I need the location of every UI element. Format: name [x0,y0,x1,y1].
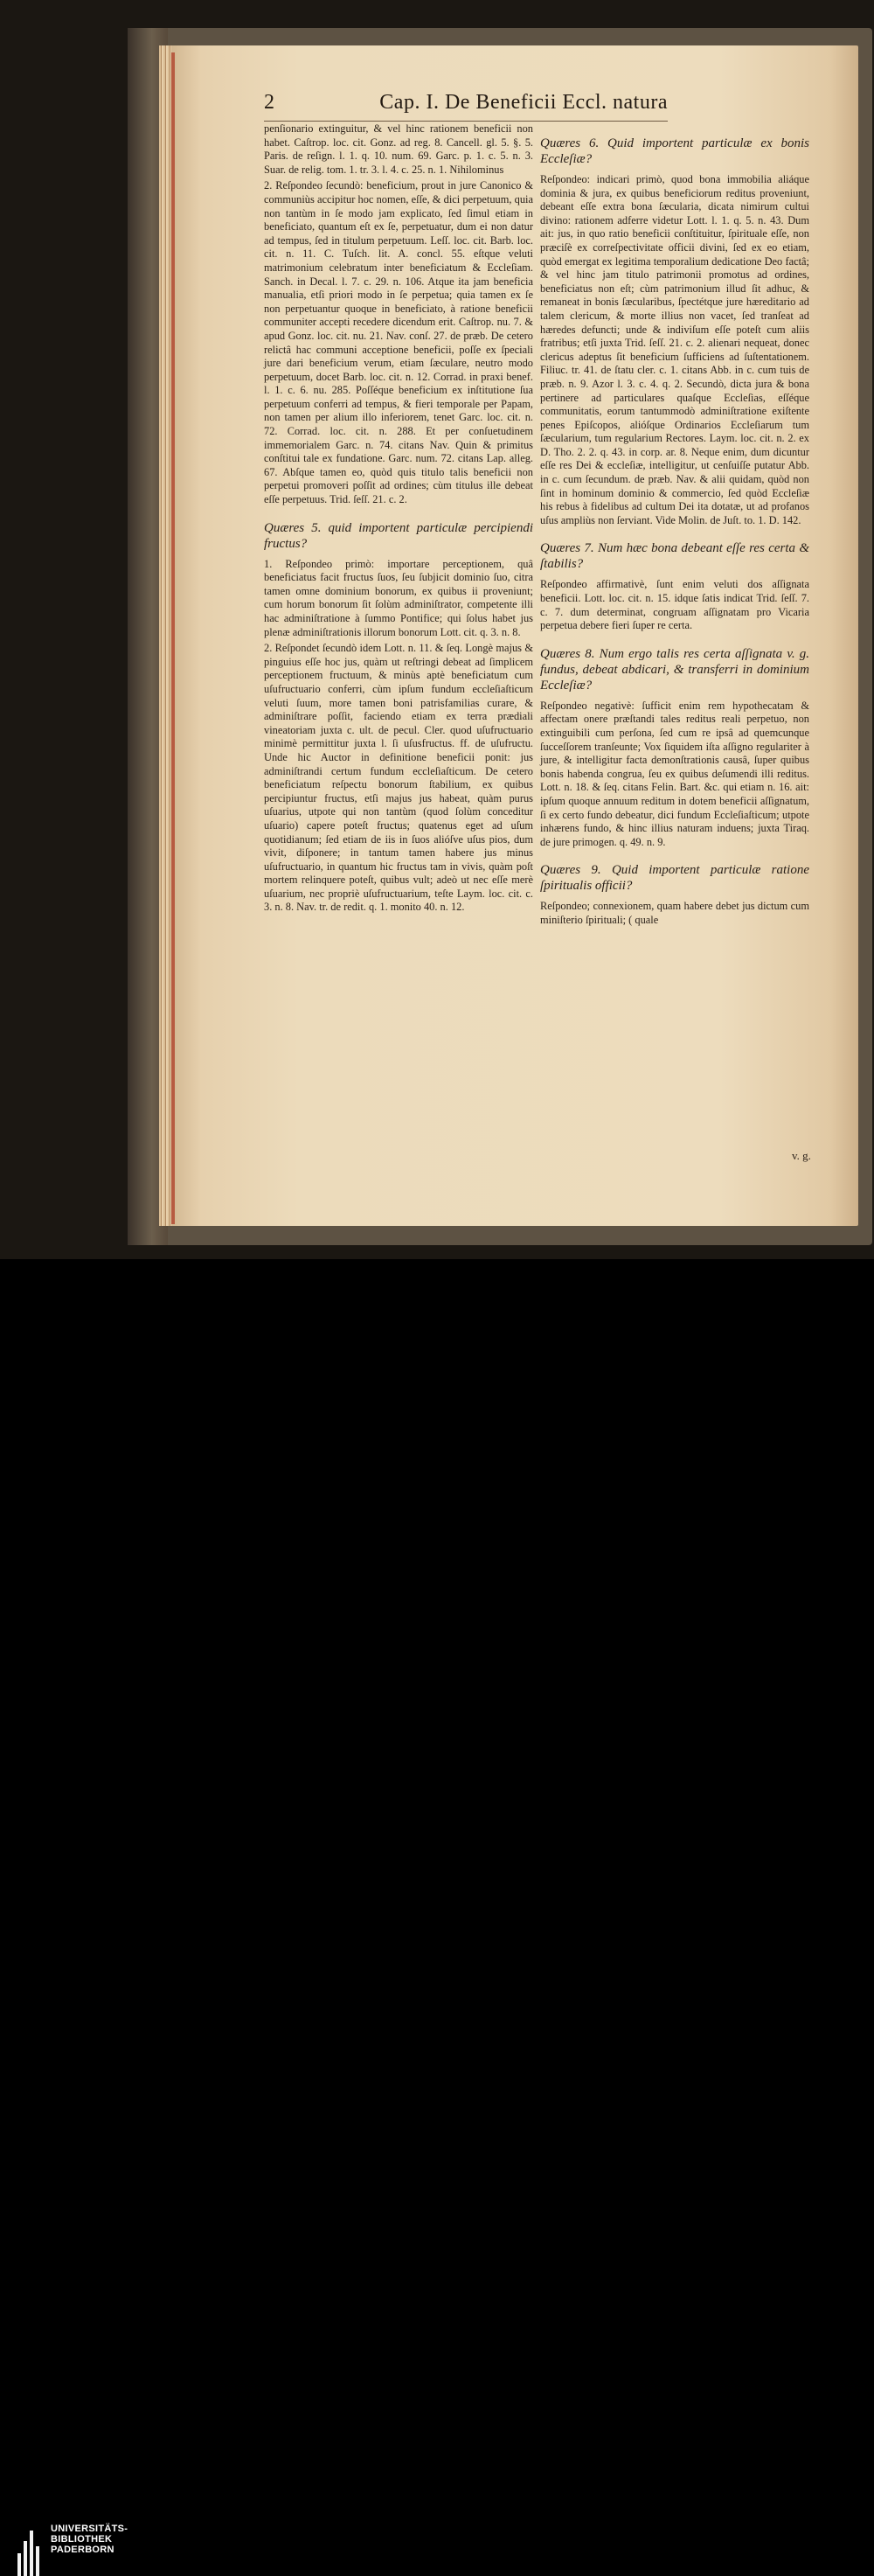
body-paragraph: 1. Reſpondeo primò: importare perceptionem, quâ beneficiatus facit fructus ſuos, ſeu ſubjicit dominio ſuo, citra tamen omne dominium bonorum, ex quibus ii proveniunt; cum horum bonorum ſit ſolùm adminiſtrator, competente illi hac adminiſtratione à ſummo Pontifice; qui ſolus habet jus plenæ adminiſtrationis illorum bonorum Lott. cit. q. 3. n. 8. [264,557,533,638]
library-name-line: PADERBORN [51,2545,114,2555]
page-edges [159,45,171,1226]
query-heading: Quæres 6. Quid importent particulæ ex bonis Eccleſiæ? [540,136,809,166]
body-paragraph: Reſpondeo negativè: ſufficit enim rem hypothecatam & affectam onere præſtandi tales reditus reali perpetuo, non extinguibili cum perſona, ſed cum re ipsâ ad quemcunque ſucceſſorem tranſeunte; Vox ſiquidem iſta aſſigno regulariter à jure, & intelligitur facta demonſtrationis causâ, ſuper quibus bonis habenda congrua, ſeu ex quibus deſumendi illi reditus. Lott. n. 18. & ſeq. citans Felin. Bart. &c. qui etiam n. 16. ait: ipſum quoque annuum reditum in dotem beneficii aſſignatum, ſi ex certo fundo debeatur, dici fundum Eccleſiaſticum; utpote inhærens fundo, & hinc illius naturam induens; juxta Tiraq. de jure primogen. q. 49. n. 9. [540,699,809,848]
body-paragraph: Reſpondeo affirmativè, ſunt enim veluti dos aſſignata beneficii. Lott. loc. cit. n. 15. idque ſatis indicat Trid. ſeſſ. 7. c. 7. dum determinat, congruam aſſignatam pro Vicaria perpetua debere fieri ſuper re certa. [540,578,809,632]
footer-bar [0,1259,874,2555]
body-paragraph: Reſpondeo; connexionem, quam habere debet jus dictum cum miniſterio ſpirituali; ( quale [540,900,809,926]
query-heading: Quæres 8. Num ergo talis res certa aſſignata v. g. fundus, debeat abdicari, & transferri in dominium Eccleſiæ? [540,646,809,693]
header-rule [264,121,668,122]
page-header [264,91,668,121]
query-heading: Quæres 9. Quid importent particulæ ratione ſpiritualis officii? [540,863,809,894]
library-logo-icon [17,2529,44,2576]
catchword: v. g. [792,1149,811,1162]
library-name-line: UNIVERSITÄTS- [51,2524,128,2534]
query-heading: Quæres 7. Num hæc bona debeant eſſe res certa & ſtabilis? [540,541,809,572]
body-paragraph: 2. Reſpondeo ſecundò: beneficium, prout in jure Canonico & communiùs accipitur hoc nomen, eſſe, & dici perpetuum, quia non tantùm in ſe modo jam explicato, ſed ſimul etiam in beneficiato, quantum eſt ex ſe, perpetuatur, dum ei non datur ad tempus, ſed in titulum perpetuum. Leſſ. loc. cit. Barb. loc. cit. n. 11. C. Tuſch. lit. A. concl. 55. eſtque veluti matrimonium celebratum inter beneficiatum & Eccleſiam. Sanch. in Decal. l. 7. c. 29. n. 106. Atque ita jam beneficia manualia, etſi priori modo in ſe perpetua; quia tamen ex ſe non perpetuantur quoque in beneficiato, à ratione beneficii communiter accepti recedere dicendum erit. Caſtrop. nu. 7. & apud Gonz. loc. cit. nu. 21. Nav. conſ. 27. de præb. De cetero relictâ hac communi acceptione beneficii, poſſe ex ſpeciali jure dari beneficium verum, etiam ſæculare, neutro modo perpetuum, docet Barb. loc. cit. n. 12. Corrad. in praxi benef. l. 1. c. 6. nu. 285. Poſſéque beneficium ex inſtitutione ſua perpetuum conferri ad tempus, & fieri temporale per Papam, non tamen per alium illo inferiorem, tenet Garc. loc. cit. n. 72. Corrad. loc. cit. n. 288. Et per conſuetudinem immemorialem Garc. n. 74. citans Nav. Quin & primitus conſtitui tale ex fundatione. Garc. num. 72. citans Lap. alleg. 67. Abſque tamen eo, quòd quis titulo talis beneficii non perpetui promoveri poſſit ad ordines; cùm titulus ille debeat eſſe perpetuus. Trid. ſeſſ. 21. c. 2. [264,179,533,506]
right-text-column [540,122,809,930]
query-heading: Quæres 5. quid importent particulæ percipiendi fructus? [264,520,533,551]
body-paragraph: 2. Reſpondet ſecundò idem Lott. n. 11. & ſeq. Longè majus & pinguius eſſe hoc jus, quàm ut reſtringi debeat ad ſimplicem perceptionem fructuum, & minùs aptè beneficiatum cum uſufructuario conferri, cùm ipſum fundum eccleſiaſticum veluti ſuum, more tamen boni patrisfamilias curare, & adminiſtrare poſſit, faciendo etiam ex terra prædiali vineatoriam juxta c. ult. de pecul. Cler. quod uſufructuario minimè permittitur juxta l. ſi uſusfructus. ff. de uſufructu. Unde hic Auctor in definitione beneficii ponit: jus adminiſtrandi certum fundum eccleſiaſticum. De cetero beneficiatum reſpectu bonorum ſtabilium, ex quibus percipiuntur fructus, etſi majus jus habeat, quàm purus uſuarius, utpote qui non tantùm (quod ſolùm conceditur uſuario) capere poteſt fructus; quatenus eget ad uſum quotidianum; ſed etiam de iis in ſuos alióſve uſus pios, dum vivit, diſponere; in tantum tamen habere jus minus uſufructuario, in quantum hic fructus tam in vivis, quàm poſt mortem relinquere poteſt, quibus vult; adeò ut nec eſſe merè uſuarium, nec propriè uſufructuarium, teſte Laym. loc. cit. c. 3. n. 8. Nav. tr. de redit. q. 1. monito 40. n. 12. [264,642,533,914]
running-title: Cap. I. De Beneficii Eccl. natura [379,91,668,114]
red-page-edge [171,52,175,1224]
body-paragraph: penſionario extinguitur, & vel hinc rationem beneficii non habet. Caſtrop. loc. cit. Gonz. ad reg. 8. Cancell. gl. 5. §. 5. Paris. de reſign. l. 1. q. 10. num. 69. Garc. p. 1. c. 5. n. 3. Suar. de relig. tom. 1. tr. 3. l. 4. c. 25. n. 1. Nihilominus [264,122,533,176]
page-number: 2 [264,91,274,114]
body-paragraph: Reſpondeo: indicari primò, quod bona immobilia aliáque dominia & jura, ex quibus beneficiorum reditus proveniunt, debeant eſſe extra bona ſæcularia, dicata nimirum cultui divino: rationem adferre videtur Lott. l. 1. q. 5. n. 43. Dum ait: jus, in quo ratio beneficii conſtituitur, ſpirituale eſſe, non præciſè ex correſpectivitate officii divini, ſed ex eo etiam, quòd emergat ex legitima temporalium dedicatione Deo factâ; & vel hinc jam titulo patrimonii promotus ad ordines, beneficiatus non eſt; cùm patrimonium illud ſit adhuc, & remaneat in bonis ſæcularibus, ſpectétque jure hæreditario ad talem clericum, & morte illius non vacet, ſed tranſeat ad hæredes defuncti; unde & indiviſum eſſe poteſt cum aliis fratribus; etſi juxta Trid. ſeſſ. 21. c. 2. alienari nequeat, donec clericus adeptus ſit beneficium ſufficiens ad ſuſtentationem. Filiuc. tr. 41. de ſtatu cler. c. 1. citans Abb. in c. cum tuis de præb. n. 9. Azor l. 3. c. 4. q. 2. Secundò, dicta jura & bona pertinere ad particulares quaſque Eccleſias, eſſéque communitatis, eorum tantummodò adminiſtratione exiſtente penes Epiſcopos, alióſque Ordinarios Eccleſiarum tum ſæcularium, tum regularium Rectores. Laym. loc. cit. n. 2. ex D. Tho. 2. 2. q. 43. in corp. ar. 8. Neque enim, dum dicuntur eſſe res Dei & eccleſiæ, intelligitur, ut cenſuiſſe putatur Abb. in c. cum ſecundum. de præb. Nav. & alii quidam, quòd non ſint in hominum dominio & commercio, ſed quòd Eccleſiæ his rebus à fidelibus ad cultum Dei ita dotatæ, ut ad profanos uſus ampliùs non ſerviant. Vide Molin. de Juſt. to. 1. D. 142. [540,173,809,526]
left-text-column [264,122,533,917]
library-name-line: BIBLIOTHEK [51,2534,113,2545]
library-name [51,2524,128,2555]
